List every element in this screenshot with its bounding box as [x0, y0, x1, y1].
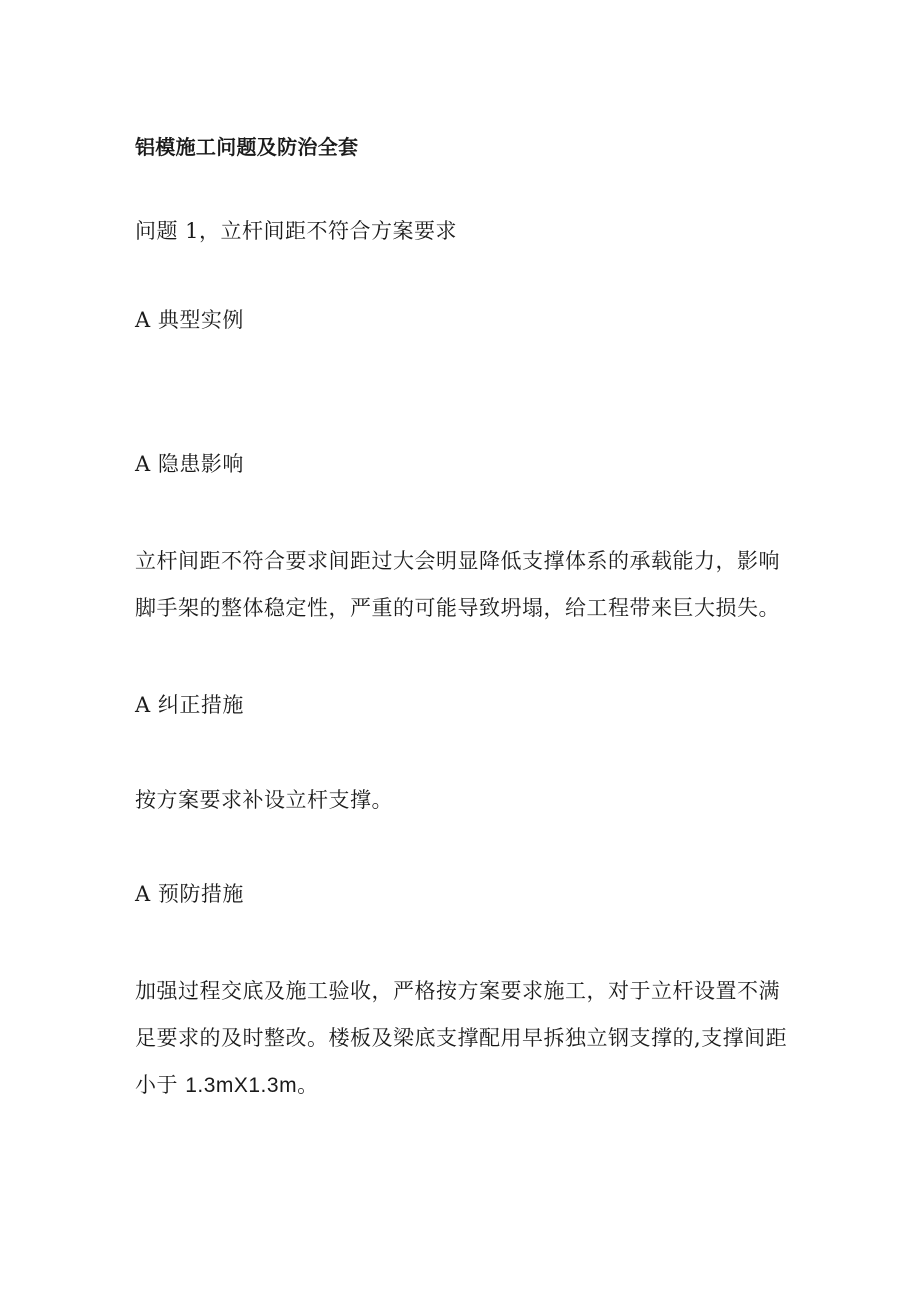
- problem-heading: 问题 1，立杆间距不符合方案要求: [135, 219, 458, 243]
- prevention-text-line: 加强过程交底及施工验收，严格按方案要求施工，对于立杆设置不满: [135, 979, 780, 1003]
- section-heading-example: A 典型实例: [135, 308, 244, 332]
- prevention-text-line: [135, 1062, 795, 1109]
- hazard-text-line: 脚手架的整体稳定性，严重的可能导致坍塌，给工程带来巨大损失。: [135, 596, 780, 620]
- prevention-text-line: 足要求的及时整改。楼板及梁底支撑配用早拆独立钢支撑的,支撑间距: [135, 1026, 788, 1050]
- hazard-paragraph: [135, 538, 795, 632]
- section-heading-prevention: A 预防措施: [135, 882, 244, 906]
- prevention-text-prefix: 小于: [135, 1073, 186, 1097]
- section-heading-hazard: A 隐患影响: [135, 452, 244, 476]
- document-title: 铝模施工问题及防治全套: [135, 135, 359, 159]
- section-heading-correction: A 纠正措施: [135, 693, 244, 717]
- correction-paragraph: 按方案要求补设立杆支撑。: [135, 788, 393, 812]
- prevention-paragraph: [135, 968, 795, 1109]
- hazard-text-line: 立杆间距不符合要求间距过大会明显降低支撑体系的承载能力，影响: [135, 549, 780, 573]
- prevention-spacing-value: 1.3mX1.3m。: [185, 1074, 319, 1097]
